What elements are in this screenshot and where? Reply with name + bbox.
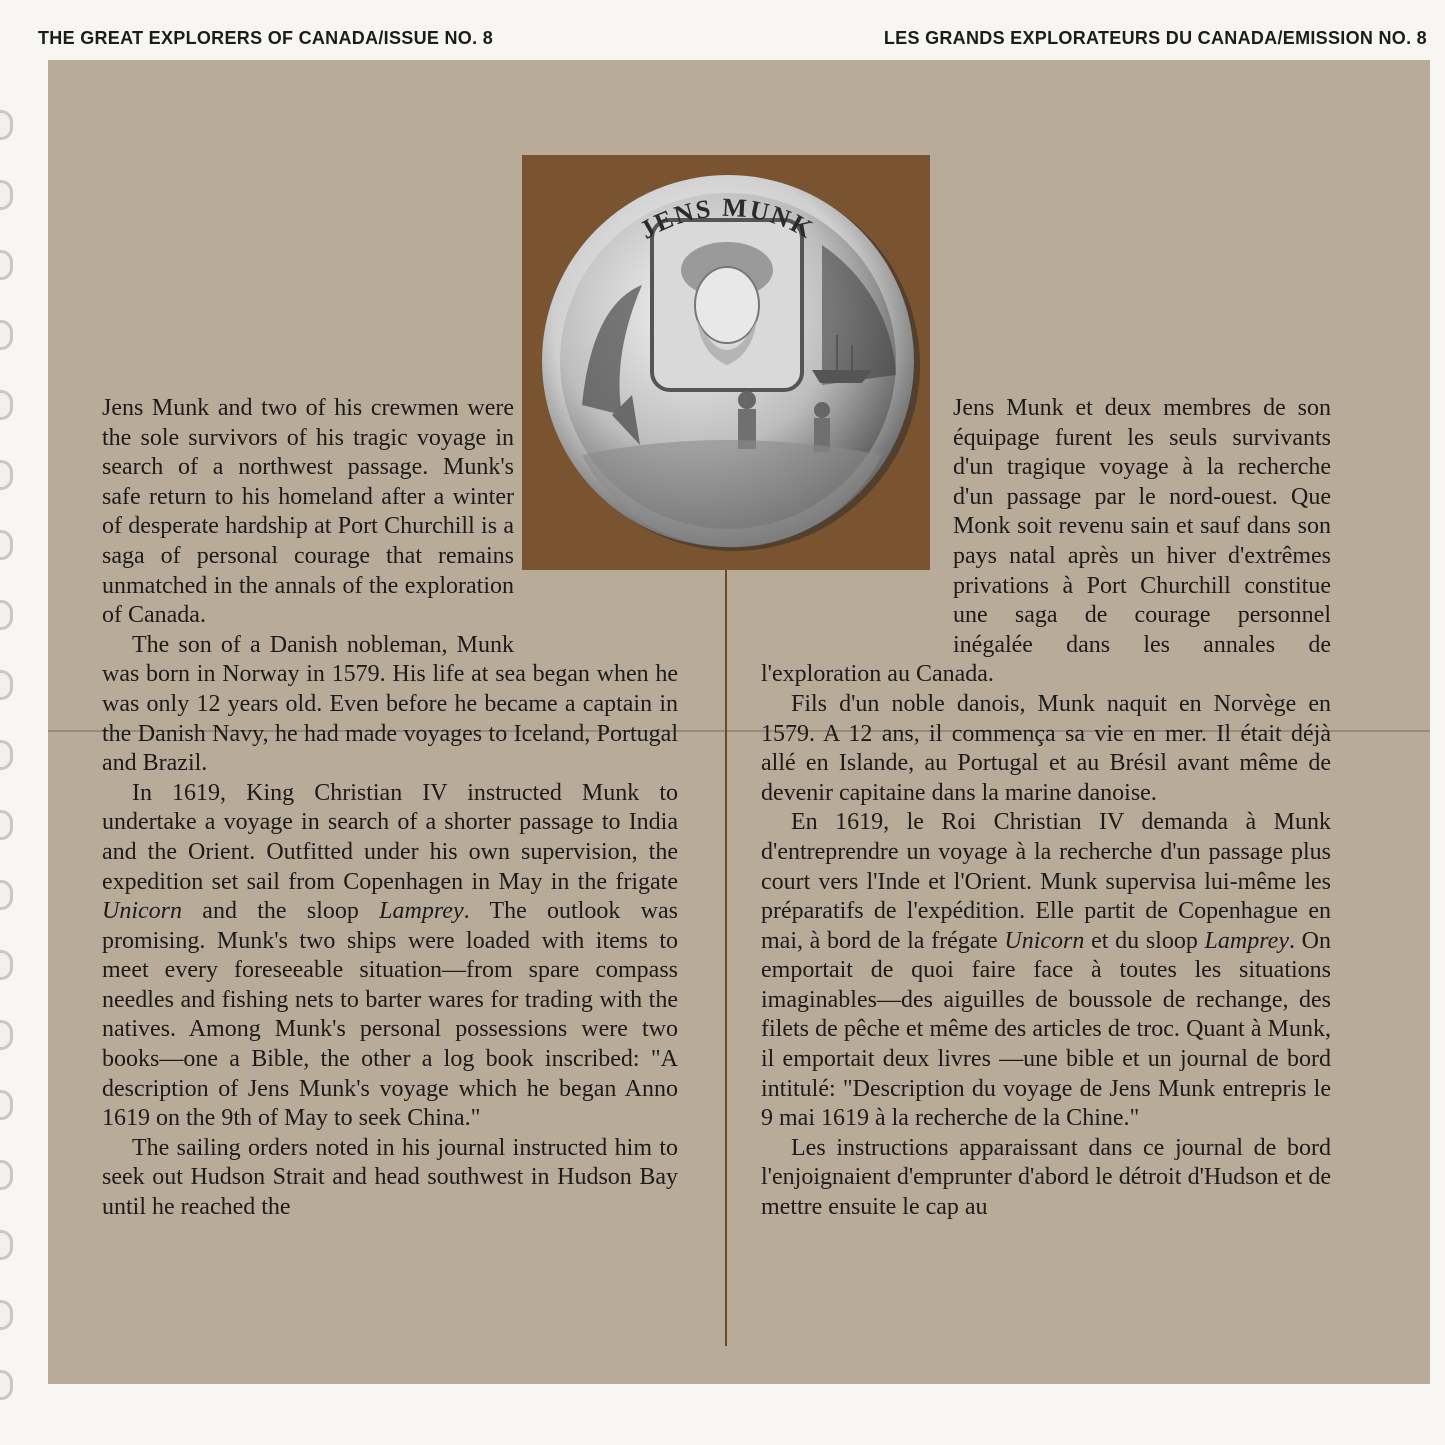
ship-name: Lamprey (1204, 927, 1289, 954)
english-text: . The outlook was promising. Munk's two ships were loaded with items to meet every foreseeable situation—from spare compass needles and fishing nets to barter wares for trading with the natives. Among Munk's personal possessions were two books—one a Bible, the other a log book inscribed: "A description of Jens Munk's voyage which he began Anno 1619 on the 9th of May to seek China." (102, 898, 679, 1132)
medal-spacer (761, 394, 953, 660)
french-paragraph-2: Fils d'un noble danois, Munk naquit en Norvège en 1579. A 12 ans, il commença sa vie en mer. Il était déjà allé en Islande, au Portugal et au Brésil avant même de devenir capitaine dans la marine danoise. (761, 690, 1331, 806)
binding-ring (0, 740, 13, 770)
english-paragraph-1: Jens Munk and two of his crewmen were the sole survivors of his tragic voyage in search of a northwest passage. Munk's safe return to his homeland after a winter of desperate hardship at Port Churchill is a saga of personal courage that remains unmatched in the annals of the exploration of Canada. (102, 395, 514, 629)
binding-ring (0, 1090, 13, 1120)
article-panel (48, 60, 1430, 1384)
binding-ring (0, 320, 13, 350)
binding-ring (0, 390, 13, 420)
english-text: In 1619, King Christian IV instructed Munk to undertake a voyage in search of a shorter passage to India and the Orient. Outfitted under his own supervision, the expedition set sail from Copenhagen in May in the frigate (102, 779, 678, 895)
french-text: En 1619, le Roi Christian IV demanda à Munk d'entreprendre un voyage à la recherche d'un passage plus court vers l'Inde et l'Orient. Munk supervisa lui-même les préparatifs de l'expédition. Elle partit de Copenhague en mai, à bord de la frégate (761, 809, 1331, 954)
binding-ring (0, 1370, 13, 1400)
medal-inscription: JENS MUNK (634, 192, 819, 245)
binding-ring (0, 110, 13, 140)
ship-name: Lamprey (379, 898, 464, 925)
binding-ring (0, 810, 13, 840)
binding-ring (0, 180, 13, 210)
binding-ring (0, 1160, 13, 1190)
series-title-french: LES GRANDS EXPLORATEURS DU CANADA/EMISSION NO. 8 (883, 28, 1427, 48)
series-title-english: THE GREAT EXPLORERS OF CANADA/ISSUE NO. 8 (38, 28, 494, 48)
english-column (102, 394, 678, 1223)
french-paragraph-1: Jens Munk et deux membres de son équipage furent les seuls survivants d'un tragique voyage à la recherche d'un passage par le nord-ouest. Que Monk soit revenu sain et sauf dans son pays natal après un hiver d'extrêmes privations à Port Churchill constitue une saga de courage personnel inégalée dans les annales de l'exploration au Canada. (761, 395, 1331, 688)
binding-ring (0, 950, 13, 980)
binding-ring (0, 880, 13, 910)
english-text: and the sloop (202, 898, 359, 925)
medal-spacer (514, 394, 678, 660)
french-column (761, 394, 1331, 1223)
binding-ring (0, 1230, 13, 1260)
french-paragraph-3 (761, 808, 1331, 1134)
column-divider (725, 570, 727, 1346)
ship-name: Unicorn (1004, 927, 1085, 954)
binding-ring (0, 1020, 13, 1050)
french-text: et du sloop (1091, 927, 1198, 954)
binding-ring (0, 250, 13, 280)
binding-ring (0, 670, 13, 700)
ship-name: Unicorn (102, 898, 182, 925)
french-paragraph-4: Les instructions apparaissant dans ce journal de bord l'enjoignaient d'emprunter d'abord le détroit d'Hudson et de mettre ensuite le cap au (761, 1134, 1331, 1221)
french-text: . On emportait de quoi faire face à toutes les situations imaginables—des aiguilles de boussole de rechange, des filets de pêche et même des articles de troc. Quant à Munk, il emportait deux livres —une bible et un journal de bord intitulé: "Description du voyage de Jens Munk entrepris le 9 mai 1619 à la recherche de la Chine." (761, 927, 1332, 1132)
binding-ring (0, 530, 13, 560)
binding-ring (0, 600, 13, 630)
english-paragraph-4: The sailing orders noted in his journal instructed him to seek out Hudson Strait and head southwest in Hudson Bay until he reached the (102, 1134, 678, 1221)
english-paragraph-2: The son of a Danish nobleman, Munk was born in Norway in 1579. His life at sea began when he was only 12 years old. Even before he became a captain in the Danish Navy, he had made voyages to Iceland, Portugal and Brazil. (102, 631, 678, 777)
binding-ring (0, 1300, 13, 1330)
english-paragraph-3 (102, 779, 678, 1134)
binding-ring (0, 460, 13, 490)
